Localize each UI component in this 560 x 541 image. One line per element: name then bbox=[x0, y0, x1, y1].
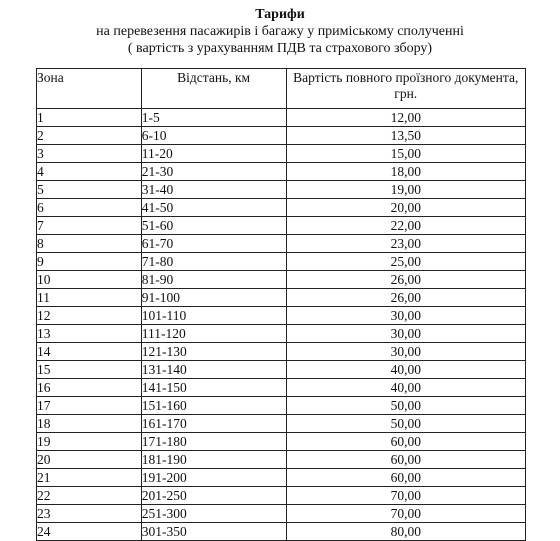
tariff-table bbox=[36, 68, 526, 541]
cell-price: 26,00 bbox=[286, 271, 526, 289]
cell-distance: 111-120 bbox=[141, 325, 286, 343]
table-row bbox=[37, 379, 526, 397]
table-row bbox=[37, 505, 526, 523]
cell-zone: 1 bbox=[37, 109, 142, 127]
table-row bbox=[37, 217, 526, 235]
cell-distance: 91-100 bbox=[141, 289, 286, 307]
cell-price: 26,00 bbox=[286, 289, 526, 307]
cell-distance: 81-90 bbox=[141, 271, 286, 289]
cell-price: 80,00 bbox=[286, 523, 526, 541]
cell-price: 50,00 bbox=[286, 415, 526, 433]
cell-zone: 12 bbox=[37, 307, 142, 325]
table-row bbox=[37, 307, 526, 325]
table-header-row bbox=[37, 69, 526, 109]
cell-zone: 7 bbox=[37, 217, 142, 235]
cell-zone: 22 bbox=[37, 487, 142, 505]
cell-zone: 6 bbox=[37, 199, 142, 217]
cell-zone: 16 bbox=[37, 379, 142, 397]
cell-price: 30,00 bbox=[286, 325, 526, 343]
cell-distance: 51-60 bbox=[141, 217, 286, 235]
column-header-distance: Відстань, км bbox=[141, 69, 286, 109]
table-row bbox=[37, 109, 526, 127]
cell-distance: 141-150 bbox=[141, 379, 286, 397]
cell-distance: 151-160 bbox=[141, 397, 286, 415]
cell-zone: 4 bbox=[37, 163, 142, 181]
table-row bbox=[37, 469, 526, 487]
cell-distance: 21-30 bbox=[141, 163, 286, 181]
cell-zone: 14 bbox=[37, 343, 142, 361]
cell-distance: 201-250 bbox=[141, 487, 286, 505]
document-subtitle-line-1: на перевезення пасажирів і багажу у приміському сполученні bbox=[96, 24, 464, 39]
cell-distance: 31-40 bbox=[141, 181, 286, 199]
cell-price: 40,00 bbox=[286, 379, 526, 397]
cell-distance: 131-140 bbox=[141, 361, 286, 379]
cell-distance: 71-80 bbox=[141, 253, 286, 271]
table-row bbox=[37, 145, 526, 163]
table-row bbox=[37, 199, 526, 217]
cell-distance: 161-170 bbox=[141, 415, 286, 433]
cell-price: 30,00 bbox=[286, 307, 526, 325]
cell-price: 70,00 bbox=[286, 505, 526, 523]
table-row bbox=[37, 433, 526, 451]
cell-price: 60,00 bbox=[286, 433, 526, 451]
cell-price: 50,00 bbox=[286, 397, 526, 415]
cell-distance: 6-10 bbox=[141, 127, 286, 145]
cell-zone: 11 bbox=[37, 289, 142, 307]
cell-distance: 191-200 bbox=[141, 469, 286, 487]
table-body bbox=[37, 109, 526, 541]
cell-price: 19,00 bbox=[286, 181, 526, 199]
cell-zone: 17 bbox=[37, 397, 142, 415]
cell-distance: 1-5 bbox=[141, 109, 286, 127]
cell-zone: 10 bbox=[37, 271, 142, 289]
document-title: Тарифи bbox=[255, 7, 305, 22]
table-row bbox=[37, 325, 526, 343]
table-row bbox=[37, 523, 526, 541]
cell-distance: 251-300 bbox=[141, 505, 286, 523]
cell-zone: 3 bbox=[37, 145, 142, 163]
cell-distance: 301-350 bbox=[141, 523, 286, 541]
cell-price: 60,00 bbox=[286, 469, 526, 487]
cell-zone: 18 bbox=[37, 415, 142, 433]
cell-zone: 8 bbox=[37, 235, 142, 253]
column-header-price: Вартість повного проїзного документа, грн. bbox=[286, 69, 526, 109]
document-subtitle-line-2: ( вартість з урахуванням ПДВ та страхового збору) bbox=[127, 41, 433, 56]
cell-distance: 121-130 bbox=[141, 343, 286, 361]
cell-price: 60,00 bbox=[286, 451, 526, 469]
cell-price: 70,00 bbox=[286, 487, 526, 505]
cell-price: 18,00 bbox=[286, 163, 526, 181]
cell-zone: 19 bbox=[37, 433, 142, 451]
cell-price: 23,00 bbox=[286, 235, 526, 253]
table-row bbox=[37, 343, 526, 361]
cell-price: 13,50 bbox=[286, 127, 526, 145]
cell-price: 25,00 bbox=[286, 253, 526, 271]
table-row bbox=[37, 451, 526, 469]
cell-zone: 13 bbox=[37, 325, 142, 343]
table-row bbox=[37, 289, 526, 307]
cell-distance: 171-180 bbox=[141, 433, 286, 451]
table-row bbox=[37, 235, 526, 253]
cell-price: 22,00 bbox=[286, 217, 526, 235]
cell-zone: 15 bbox=[37, 361, 142, 379]
cell-zone: 23 bbox=[37, 505, 142, 523]
table-row bbox=[37, 487, 526, 505]
column-header-zone: Зона bbox=[37, 69, 142, 109]
table-row bbox=[37, 415, 526, 433]
table-row bbox=[37, 127, 526, 145]
document-header bbox=[0, 6, 560, 57]
table-row bbox=[37, 397, 526, 415]
table-row bbox=[37, 181, 526, 199]
cell-distance: 61-70 bbox=[141, 235, 286, 253]
cell-zone: 21 bbox=[37, 469, 142, 487]
table-row bbox=[37, 163, 526, 181]
table-row bbox=[37, 253, 526, 271]
cell-zone: 9 bbox=[37, 253, 142, 271]
cell-price: 12,00 bbox=[286, 109, 526, 127]
cell-distance: 11-20 bbox=[141, 145, 286, 163]
table-row bbox=[37, 361, 526, 379]
cell-price: 30,00 bbox=[286, 343, 526, 361]
cell-price: 15,00 bbox=[286, 145, 526, 163]
cell-distance: 41-50 bbox=[141, 199, 286, 217]
cell-distance: 181-190 bbox=[141, 451, 286, 469]
table-row bbox=[37, 271, 526, 289]
cell-price: 40,00 bbox=[286, 361, 526, 379]
cell-zone: 2 bbox=[37, 127, 142, 145]
cell-zone: 20 bbox=[37, 451, 142, 469]
cell-zone: 24 bbox=[37, 523, 142, 541]
cell-zone: 5 bbox=[37, 181, 142, 199]
cell-price: 20,00 bbox=[286, 199, 526, 217]
cell-distance: 101-110 bbox=[141, 307, 286, 325]
